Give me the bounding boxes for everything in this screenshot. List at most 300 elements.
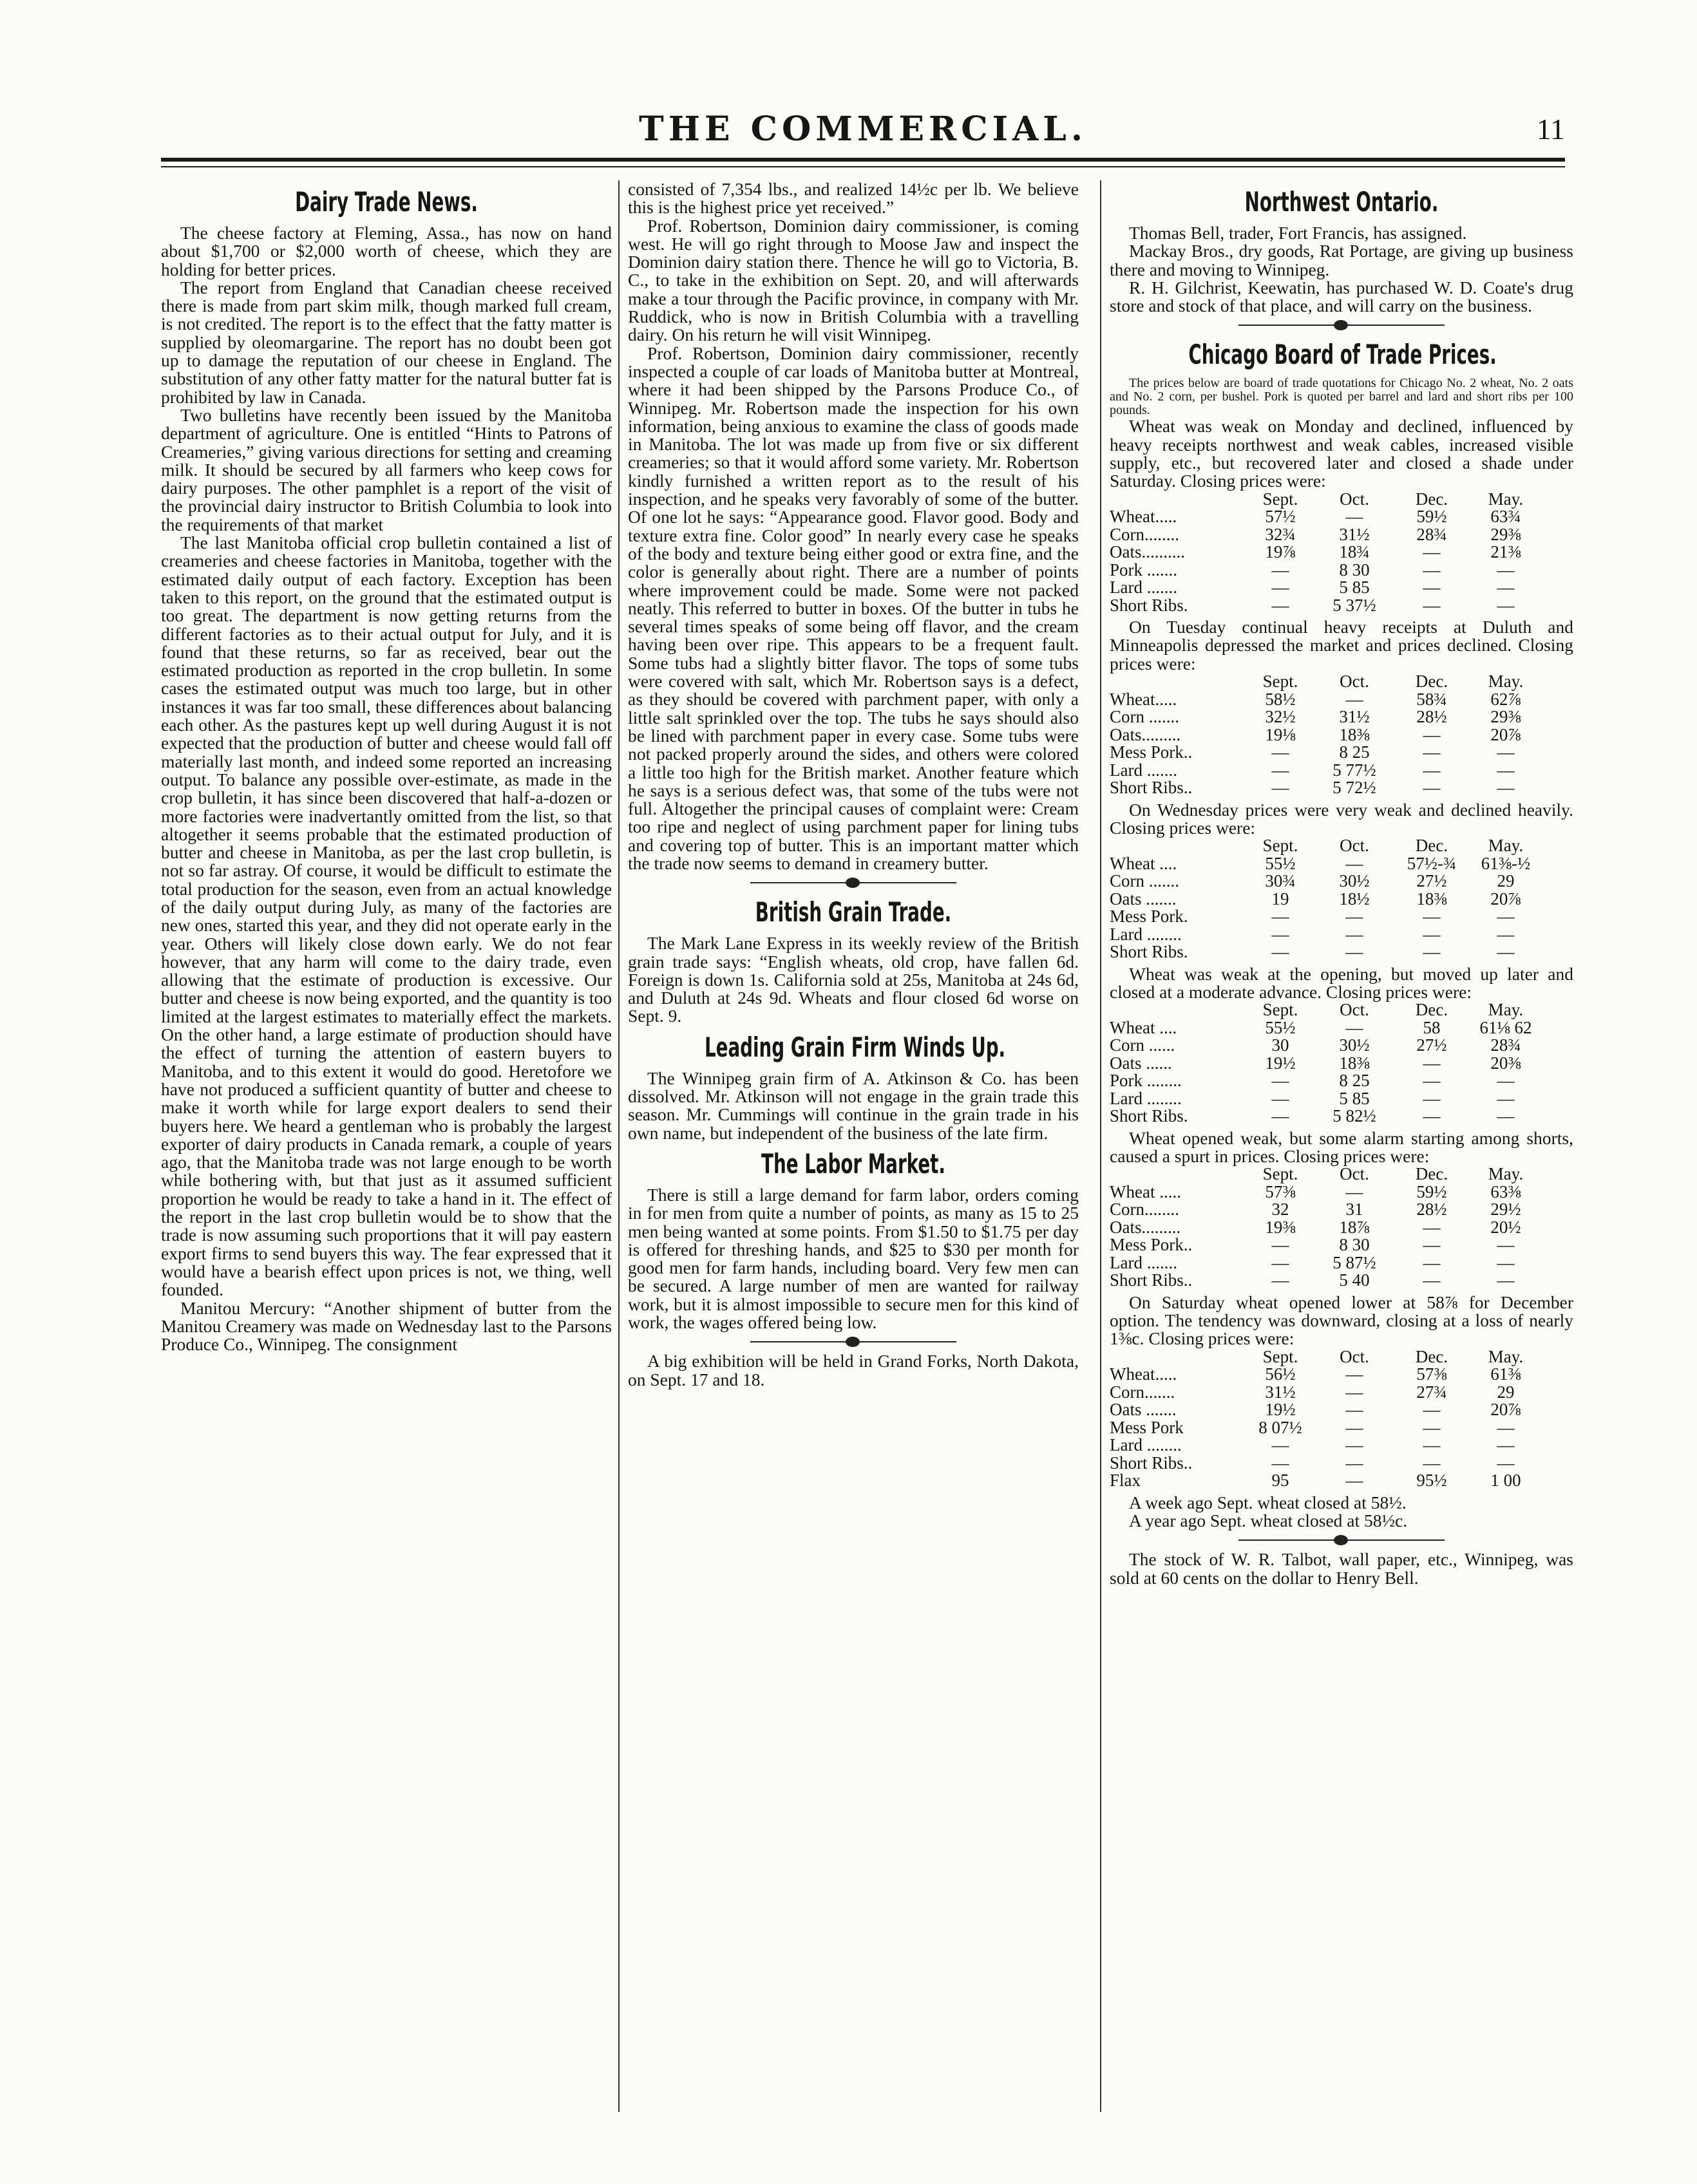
section-separator: [628, 875, 1079, 890]
price-value: 18⅜: [1416, 889, 1447, 908]
price-row: [1110, 1072, 1573, 1090]
price-value: 30½: [1339, 1035, 1370, 1055]
price-value: —: [1345, 907, 1363, 927]
commodity-label: Flax: [1110, 1471, 1141, 1491]
article-paragraph: Prof. Robertson, Dominion dairy commissioner, recently inspected a couple of car loads of Manitoba butter at Montreal, where it had been shipped by the Parsons Produce Co., of Winnipeg. Mr. Robertson made the inspection for his own information, being anxious to examine the class of goods made in Manitoba. The lot was made up from five or six different creameries; so that it would afford some variety. Mr. Robertson kindly furnished a written report as to the result of his inspection, and he speaks very favorably of some of the butter. Of one lot he says: “Appearance good. Flavor good. Body and texture extra fine. Color good” In nearly every case he speaks of the body and texture being either good or extra fine, and the color is generally about right. There are a number of points where improvement could be made. Some were not packed neatly. This referred to butter in boxes. Of the butter in tubs he several times speaks of some being off flavor, and the cream having been over ripe. This appears to be a frequent fault. Some tubs had a slightly bitter flavor. The tops of some tubs were covered with salt, which Mr. Robertson says is a defect, as they should be covered with parchment paper, with only a little salt sprinkled over the top. The tubs he says should also be lined with parchment paper in every case. Some tubs were not packed properly around the sides, and others were colored a little too high for the British market. Another feature which he says is a serious defect was, that some of the tubs were not full. Altogether the principal causes of complaint were: Cream too ripe and neglect of using parchment paper for lining tubs and covering top of butter. This is an important matter which the trade now seems to demand in creamery butter.: [628, 343, 1079, 873]
price-row: [1110, 691, 1573, 709]
price-value: —: [1271, 1071, 1289, 1091]
price-row: [1110, 1201, 1573, 1219]
price-value: 57½-¾: [1407, 853, 1457, 873]
price-value: —: [1271, 1270, 1289, 1290]
price-column-header: Sept.: [1262, 1346, 1298, 1366]
price-value: 29⅜: [1490, 707, 1521, 727]
price-value: 61⅜: [1490, 1364, 1521, 1384]
header-spacer: [1110, 1165, 1245, 1183]
price-row: [1110, 1436, 1573, 1454]
price-value: 28½: [1416, 1200, 1447, 1219]
price-value: 8 07½: [1258, 1417, 1302, 1437]
price-value: —: [1497, 578, 1515, 598]
price-row: [1110, 1254, 1573, 1272]
commodity-label: Oats .......: [1110, 1400, 1177, 1420]
price-column-header: Oct.: [1340, 672, 1369, 692]
article-paragraph: Prof. Robertson, Dominion dairy commissioner, is coming west. He will go right through to Moose Jaw and inspect the Dominion dairy station there. Thence he will go to Victoria, B. C., to take in the exhibition on Sept. 20, and will afterwards make a tour through the Pacific province, in company with Mr. Ruddick, who is now in British Columbia with a travelling dairy. On his return he will visit Winnipeg.: [628, 215, 1079, 345]
price-row: [1110, 1419, 1573, 1437]
price-column-header: Sept.: [1262, 672, 1298, 692]
price-value: —: [1497, 742, 1515, 762]
daily-report-text: On Saturday wheat opened lower at 58⅞ for December option. The tendency was downward, closing at a loss of nearly 1⅜c. Closing prices were:: [1110, 1292, 1573, 1349]
commodity-label: Oats .......: [1110, 889, 1177, 908]
price-value: —: [1423, 1053, 1441, 1073]
price-row: [1110, 1272, 1573, 1290]
commodity-label: Pork ........: [1110, 1071, 1182, 1091]
price-value: —: [1345, 1400, 1363, 1420]
price-value: 62⅞: [1490, 689, 1521, 709]
price-value: 57⅜: [1416, 1364, 1447, 1384]
price-value: 5 85: [1339, 1088, 1370, 1108]
price-value: 29: [1497, 871, 1515, 891]
price-table-header: [1110, 673, 1573, 691]
commodity-label: Corn........: [1110, 1200, 1179, 1219]
article-heading: Leading Grain Firm Winds Up.: [705, 1031, 1006, 1063]
price-column-header: Sept.: [1262, 1164, 1298, 1184]
price-table: [1110, 673, 1573, 797]
commodity-label: Lard .......: [1110, 760, 1177, 780]
article-paragraph: Manitou Mercury: “Another shipment of butter from the Manitou Creamery was made on Wednesday last to the Parsons Produce Co., Winnipeg. The consignment: [161, 1297, 612, 1355]
price-value: —: [1497, 1071, 1515, 1091]
price-row: [1110, 1183, 1573, 1201]
article-paragraph: The cheese factory at Fleming, Assa., has now on hand about $1,700 or $2,000 worth of cheese, which they are holding for better prices.: [161, 223, 612, 279]
price-value: 28½: [1416, 707, 1447, 727]
header-rule-thin: [161, 166, 1565, 167]
price-value: 5 37½: [1332, 595, 1376, 615]
commodity-label: Wheat ....: [1110, 853, 1177, 873]
article-paragraph: consisted of 7,354 lbs., and realized 14½c per lb. We believe this is the highest price yet received.”: [628, 179, 1079, 218]
header-rule-thick: [161, 158, 1565, 162]
commodity-label: Short Ribs.: [1110, 942, 1188, 962]
header-spacer: [1110, 1348, 1245, 1366]
price-row: [1110, 872, 1573, 890]
price-column-header: May.: [1488, 836, 1524, 856]
price-row: [1110, 744, 1573, 762]
price-value: 57½: [1265, 507, 1296, 527]
article-line: A year ago Sept. wheat closed at 58½c.: [1129, 1511, 1408, 1531]
price-value: —: [1271, 1252, 1289, 1272]
price-value: 55½: [1265, 1017, 1296, 1037]
commodity-label: Short Ribs..: [1110, 1270, 1193, 1290]
commodity-label: Lard .......: [1110, 1252, 1177, 1272]
price-row: [1110, 890, 1573, 908]
page-number: 11: [1536, 113, 1565, 146]
price-value: 19½: [1265, 1053, 1296, 1073]
commodity-label: Corn .......: [1110, 871, 1179, 891]
price-row: [1110, 1107, 1573, 1125]
column-3: [1110, 180, 1573, 1587]
header-spacer: [1110, 491, 1245, 509]
price-value: —: [1271, 1235, 1289, 1255]
article-paragraph: The report from England that Canadian cheese received there is made from part skim milk, though marked full cream, is not credited. The report is to the effect that the fatty matter is supplied by oleomargarine. The report has no doubt been got up to damage the reputation of our cheese in England. The substitution of any other fatty matter for the natural butter fat is prohibited by law in Canada.: [161, 277, 612, 407]
price-value: 8 25: [1339, 1071, 1370, 1091]
price-value: —: [1271, 760, 1289, 780]
price-value: —: [1345, 689, 1363, 709]
price-value: —: [1271, 924, 1289, 944]
price-column-header: Dec.: [1415, 836, 1448, 856]
daily-report-text: Wheat was weak at the opening, but moved up later and closed at a moderate advance. Closing prices were:: [1110, 963, 1573, 1002]
price-value: —: [1345, 853, 1363, 873]
price-value: —: [1271, 742, 1289, 762]
price-value: —: [1271, 1453, 1289, 1473]
commodity-label: Mess Pork.: [1110, 907, 1188, 927]
price-row: [1110, 779, 1573, 797]
price-row: [1110, 597, 1573, 615]
price-value: 20⅜: [1490, 1053, 1521, 1073]
price-value: —: [1497, 760, 1515, 780]
price-value: 31: [1345, 1200, 1363, 1219]
price-value: —: [1497, 924, 1515, 944]
price-column-header: Dec.: [1415, 1000, 1448, 1020]
article-paragraph: The last Manitoba official crop bulletin contained a list of creameries and cheese factories in Manitoba, together with the estimated daily output of each factory. Exception has been taken to this report, on the ground that the estimated output is too great. The department is now getting returns from the different factories as to their actual output for July, and it is found that these returns, so far as received, bear out the estimated production as reported in the crop bulletin. In some cases the estimated output was much too large, but in other instances it was far too small, these differences about balancing each other. As the pastures kept up well during August it is not expected that the production of butter and cheese would fall off materially last month, and indeed some reported an increasing output. To balance any possible over-estimate, as made in the crop bulletin, it has since been discovered that half-a-dozen or more factories were inadvertantly omitted from the list, so that altogether it seems probable that the estimated production of butter and cheese in Manitoba, as per the last crop bulletin, is not so far astray. Of course, it would be difficult to estimate the total production for the season, even from an actual knowledge of the daily output during July, as many of the factories are new ones, started this year, and they did not operate early in the year. Others will likely close down early. We do not fear however, that any harm will come to the dairy trade, even allowing that the estimate of production is excessive. Our butter and cheese is now being exported, and the quantity is too limited at the largest estimates to materially effect the markets. On the other hand, a large estimate of production should have the effect of turning the attention of eastern buyers to Manitoba, and to this extent it would do good. Heretofore we have not produced a sufficient quantity of butter and cheese to make it worth while for large export dealers to send their buyers here. We heard a gentleman who is probably the largest exporter of dairy products in Canada remark, a couple of years ago, that the Manitoba trade was not large enough to be worth while bothering with, but that just as it assumed sufficient proportion he would be ready to take a hand in it. The effect of the report in the last crop bulletin would be to show that the trade is now assuming such proportions that it will pay eastern export firms to send buyers this way. The fear expressed that it would have a bearish effect upon prices is not, we thing, well founded.: [161, 532, 612, 1300]
article-heading: The Labor Market.: [761, 1147, 945, 1180]
commodity-label: Oats.........: [1110, 724, 1181, 744]
article-paragraph: Mackay Bros., dry goods, Rat Portage, are giving up business there and moving to Winnipeg.: [1110, 241, 1573, 279]
price-value: 57⅜: [1265, 1181, 1296, 1201]
header-spacer: [1110, 673, 1245, 691]
price-value: —: [1423, 595, 1441, 615]
price-row: [1110, 1366, 1573, 1384]
commodity-label: Wheat ....: [1110, 1017, 1177, 1037]
price-table-header: [1110, 1348, 1573, 1366]
commodity-label: Pork .......: [1110, 560, 1178, 579]
price-value: 28¾: [1416, 524, 1447, 544]
price-value: —: [1497, 1453, 1515, 1473]
price-value: 19: [1271, 889, 1289, 908]
commodity-label: Short Ribs.: [1110, 595, 1188, 615]
price-value: —: [1423, 942, 1441, 962]
price-value: 5 87½: [1332, 1252, 1376, 1272]
price-value: —: [1423, 542, 1441, 562]
price-value: 19⅞: [1265, 542, 1296, 562]
price-value: 19½: [1265, 1400, 1296, 1420]
price-value: —: [1423, 560, 1441, 579]
article-heading: British Grain Trade.: [755, 896, 952, 928]
price-value: —: [1271, 1435, 1289, 1455]
price-value: —: [1345, 1453, 1363, 1473]
commodity-label: Wheat.....: [1110, 1364, 1177, 1384]
commodity-label: Corn........: [1110, 524, 1179, 544]
price-value: 19⅜: [1265, 1217, 1296, 1237]
price-value: —: [1497, 1417, 1515, 1437]
commodity-label: Short Ribs..: [1110, 1453, 1193, 1473]
commodity-label: Wheat.....: [1110, 689, 1177, 709]
price-table: [1110, 1348, 1573, 1490]
header-spacer: [1110, 1001, 1245, 1019]
price-value: 18¾: [1339, 542, 1370, 562]
price-value: 20⅞: [1490, 724, 1521, 744]
commodity-label: Mess Pork..: [1110, 1235, 1193, 1255]
price-column-header: Oct.: [1340, 489, 1369, 509]
article-paragraph: A big exhibition will be held in Grand Forks, North Dakota, on Sept. 17 and 18.: [628, 1351, 1079, 1389]
price-value: —: [1271, 942, 1289, 962]
price-column-header: Dec.: [1415, 1164, 1448, 1184]
price-value: —: [1423, 1071, 1441, 1091]
price-table-header: [1110, 1001, 1573, 1019]
price-column-header: Sept.: [1262, 489, 1298, 509]
price-value: —: [1423, 1217, 1441, 1237]
commodity-label: Corn .......: [1110, 707, 1179, 727]
price-value: 29⅜: [1490, 524, 1521, 544]
price-value: —: [1423, 1417, 1441, 1437]
commodity-label: Oats ......: [1110, 1053, 1172, 1073]
price-value: 95: [1271, 1471, 1289, 1491]
article-heading: Chicago Board of Trade Prices.: [1188, 339, 1497, 371]
price-value: 18½: [1339, 889, 1370, 908]
header-spacer: [1110, 837, 1245, 855]
price-value: 27¾: [1416, 1382, 1447, 1402]
price-value: 5 77½: [1332, 760, 1376, 780]
price-value: —: [1271, 907, 1289, 927]
article-paragraph: Two bulletins have recently been issued by the Manitoba department of agriculture. One is entitled “Hints to Patrons of Creameries,” giving various directions for setting and creaming milk. It should be secured by all farmers who keep cows for dairy purposes. The other pamphlet is a report of the visit of the provincial dairy instructor to British Columbia to look into the requirements of that market: [161, 404, 612, 534]
price-value: —: [1423, 1453, 1441, 1473]
commodity-label: Mess Pork: [1110, 1417, 1184, 1437]
price-row: [1110, 526, 1573, 544]
masthead: [161, 109, 1565, 155]
price-value: —: [1423, 778, 1441, 798]
article-paragraph: Thomas Bell, trader, Fort Francis, has assigned.: [1129, 223, 1467, 243]
price-value: —: [1497, 595, 1515, 615]
price-value: 30¾: [1265, 871, 1296, 891]
price-value: 59½: [1416, 507, 1447, 527]
price-column-header: May.: [1488, 1346, 1524, 1366]
price-value: —: [1497, 778, 1515, 798]
price-row: [1110, 762, 1573, 780]
price-value: —: [1497, 1106, 1515, 1126]
price-value: —: [1423, 1235, 1441, 1255]
newspaper-title: THE COMMERCIAL.: [639, 109, 1087, 149]
price-value: 31½: [1339, 524, 1370, 544]
price-row: [1110, 1090, 1573, 1108]
price-value: —: [1345, 1417, 1363, 1437]
price-table-header: [1110, 491, 1573, 509]
price-value: 18⅞: [1339, 1217, 1370, 1237]
price-value: —: [1345, 1364, 1363, 1384]
article-heading: Northwest Ontario.: [1244, 186, 1439, 218]
article-paragraph: There is still a large demand for farm labor, orders coming in for men from quite a number of points, as many as 15 to 25 men being wanted at some points. From $1.50 to $1.75 per day is offered for threshing hands, and $25 to $30 per month for good men for farm hands, including board. Very few men can be secured. A large number of men are wanted for railway work, but it is almost impossible to secure men for this kind of work, the wages offered being low.: [628, 1184, 1079, 1333]
price-value: 95½: [1416, 1471, 1447, 1491]
price-value: 20⅞: [1490, 889, 1521, 908]
price-value: —: [1423, 760, 1441, 780]
section-separator: [628, 1334, 1079, 1350]
price-value: 58¾: [1416, 689, 1447, 709]
price-row: [1110, 1236, 1573, 1254]
price-value: 56½: [1265, 1364, 1296, 1384]
price-table: [1110, 1165, 1573, 1290]
price-row: [1110, 1055, 1573, 1073]
commodity-label: Lard ........: [1110, 924, 1182, 944]
commodity-label: Corn.......: [1110, 1382, 1175, 1402]
commodity-label: Mess Pork..: [1110, 742, 1193, 762]
price-value: —: [1345, 924, 1363, 944]
price-column-header: Dec.: [1415, 1346, 1448, 1366]
price-value: 30½: [1339, 871, 1370, 891]
price-value: —: [1345, 1017, 1363, 1037]
price-row: [1110, 579, 1573, 597]
price-value: —: [1345, 942, 1363, 962]
article-paragraph: The stock of W. R. Talbot, wall paper, etc., Winnipeg, was sold at 60 cents on the dollar to Henry Bell.: [1110, 1549, 1573, 1588]
price-value: 20⅞: [1490, 1400, 1521, 1420]
price-row: [1110, 1454, 1573, 1473]
price-row: [1110, 508, 1573, 526]
column-1: [161, 180, 612, 1353]
price-value: 18⅜: [1339, 724, 1370, 744]
price-value: 19⅛: [1265, 724, 1296, 744]
price-value: 27½: [1416, 871, 1447, 891]
price-value: 32: [1271, 1200, 1289, 1219]
price-value: —: [1497, 1088, 1515, 1108]
price-value: 29½: [1490, 1200, 1521, 1219]
price-value: 5 85: [1339, 578, 1370, 598]
price-report-list: [1110, 417, 1573, 1489]
article-heading: Dairy Trade News.: [295, 186, 478, 218]
commodity-label: Corn ......: [1110, 1035, 1175, 1055]
price-value: 58: [1423, 1017, 1441, 1037]
price-value: —: [1423, 1252, 1441, 1272]
price-row: [1110, 855, 1573, 873]
price-value: 55½: [1265, 853, 1296, 873]
price-value: —: [1271, 595, 1289, 615]
price-value: 30: [1271, 1035, 1289, 1055]
price-value: —: [1423, 1088, 1441, 1108]
price-value: 58½: [1265, 689, 1296, 709]
price-value: 27½: [1416, 1035, 1447, 1055]
column-2: [628, 180, 1079, 1389]
price-value: 63¾: [1490, 507, 1521, 527]
commodity-label: Wheat.....: [1110, 507, 1177, 527]
price-value: 18⅜: [1339, 1053, 1370, 1073]
commodity-label: Lard ........: [1110, 1435, 1182, 1455]
commodity-label: Short Ribs..: [1110, 778, 1193, 798]
price-value: —: [1345, 507, 1363, 527]
price-value: 32¾: [1265, 524, 1296, 544]
price-row: [1110, 908, 1573, 926]
price-column-header: Sept.: [1262, 836, 1298, 856]
price-table: [1110, 491, 1573, 615]
price-value: —: [1423, 724, 1441, 744]
price-column-header: May.: [1488, 489, 1524, 509]
daily-report-text: On Wednesday prices were very weak and declined heavily. Closing prices were:: [1110, 799, 1573, 838]
price-column-header: May.: [1488, 672, 1524, 692]
price-column-header: Dec.: [1415, 489, 1448, 509]
price-column-header: Oct.: [1340, 1164, 1369, 1184]
daily-report-text: Wheat was weak on Monday and declined, influenced by heavy receipts northwest and weak cables, increased visible supply, etc., but recovered later and closed a shade under Saturday. Closing prices were:: [1110, 416, 1573, 491]
price-column-header: May.: [1488, 1164, 1524, 1184]
article-paragraph: R. H. Gilchrist, Keewatin, has purchased W. D. Coate's drug store and stock of that place, and will carry on the business.: [1110, 277, 1573, 316]
article-paragraph: The Winnipeg grain firm of A. Atkinson & Co. has been dissolved. Mr. Atkinson will not engage in the grain trade this season. Mr. Cummings will continue in the grain trade in his own name, but independent of the business of the late firm.: [628, 1068, 1079, 1143]
price-column-header: Oct.: [1340, 1000, 1369, 1020]
price-value: —: [1345, 1471, 1363, 1491]
price-value: 20½: [1490, 1217, 1521, 1237]
price-row: [1110, 726, 1573, 744]
price-row: [1110, 543, 1573, 561]
price-value: —: [1271, 778, 1289, 798]
daily-report-text: Wheat opened weak, but some alarm starting among shorts, caused a spurt in prices. Closing prices were:: [1110, 1127, 1573, 1167]
price-value: —: [1497, 1252, 1515, 1272]
price-value: —: [1271, 1088, 1289, 1108]
commodity-label: Lard ........: [1110, 1088, 1182, 1108]
daily-report-text: On Tuesday continual heavy receipts at Duluth and Minneapolis depressed the market and prices declined. Closing prices were:: [1110, 617, 1573, 673]
section-separator: [1110, 1532, 1573, 1548]
price-value: —: [1497, 1435, 1515, 1455]
price-value: —: [1497, 942, 1515, 962]
price-row: [1110, 1019, 1573, 1037]
price-value: —: [1497, 907, 1515, 927]
commodity-label: Wheat .....: [1110, 1181, 1181, 1201]
price-table-header: [1110, 837, 1573, 855]
article-paragraph: The Mark Lane Express in its weekly review of the British grain trade says: “English wheats, old crop, have fallen 6d. Foreign is down 1s. California sold at 25s, Manitoba at 24s 6d, and Duluth at 24s 9d. Wheats and flour closed 6d worse on Sept. 9.: [628, 933, 1079, 1026]
price-table-header: [1110, 1165, 1573, 1183]
price-row: [1110, 1384, 1573, 1402]
price-value: 59½: [1416, 1181, 1447, 1201]
price-column-header: May.: [1488, 1000, 1524, 1020]
price-value: —: [1423, 924, 1441, 944]
price-value: —: [1271, 578, 1289, 598]
price-value: —: [1423, 1270, 1441, 1290]
price-row: [1110, 926, 1573, 944]
price-table: [1110, 837, 1573, 961]
article-line: A week ago Sept. wheat closed at 58½.: [1129, 1492, 1407, 1512]
price-value: 5 82½: [1332, 1106, 1376, 1126]
price-row: [1110, 1401, 1573, 1419]
price-value: 21⅜: [1490, 542, 1521, 562]
price-row: [1110, 561, 1573, 579]
price-value: —: [1497, 1270, 1515, 1290]
price-row: [1110, 1219, 1573, 1237]
price-value: —: [1345, 1181, 1363, 1201]
price-value: 32½: [1265, 707, 1296, 727]
commodity-label: Oats.........: [1110, 1217, 1181, 1237]
price-value: 8 30: [1339, 1235, 1370, 1255]
prices-note: The prices below are board of trade quotations for Chicago No. 2 wheat, No. 2 oats and No. 2 corn, per bushel. Pork is quoted per barrel and lard and short ribs per 100 pounds.: [1110, 376, 1573, 418]
commodity-label: Short Ribs.: [1110, 1106, 1188, 1126]
price-value: —: [1423, 1400, 1441, 1420]
price-value: —: [1423, 907, 1441, 927]
price-value: 31½: [1265, 1382, 1296, 1402]
price-value: —: [1271, 560, 1289, 579]
price-column-header: Oct.: [1340, 836, 1369, 856]
price-value: —: [1497, 1235, 1515, 1255]
price-value: 31½: [1339, 707, 1370, 727]
commodity-label: Oats..........: [1110, 542, 1185, 562]
price-value: —: [1423, 1106, 1441, 1126]
price-value: —: [1345, 1382, 1363, 1402]
price-value: 5 40: [1339, 1270, 1370, 1290]
section-separator: [1110, 317, 1573, 333]
commodity-label: Lard .......: [1110, 578, 1177, 598]
price-value: 8 25: [1339, 742, 1370, 762]
column-divider: [618, 180, 620, 2112]
price-value: —: [1423, 578, 1441, 598]
price-table: [1110, 1001, 1573, 1125]
price-column-header: Oct.: [1340, 1346, 1369, 1366]
price-value: 63⅜: [1490, 1181, 1521, 1201]
price-value: 1 00: [1490, 1471, 1521, 1491]
price-column-header: Dec.: [1415, 672, 1448, 692]
price-value: —: [1423, 742, 1441, 762]
price-value: 5 72½: [1332, 778, 1376, 798]
column-divider: [1100, 180, 1101, 2112]
price-value: 61⅛ 62: [1479, 1017, 1532, 1037]
price-value: —: [1345, 1435, 1363, 1455]
price-value: 29: [1497, 1382, 1515, 1402]
price-row: [1110, 943, 1573, 961]
